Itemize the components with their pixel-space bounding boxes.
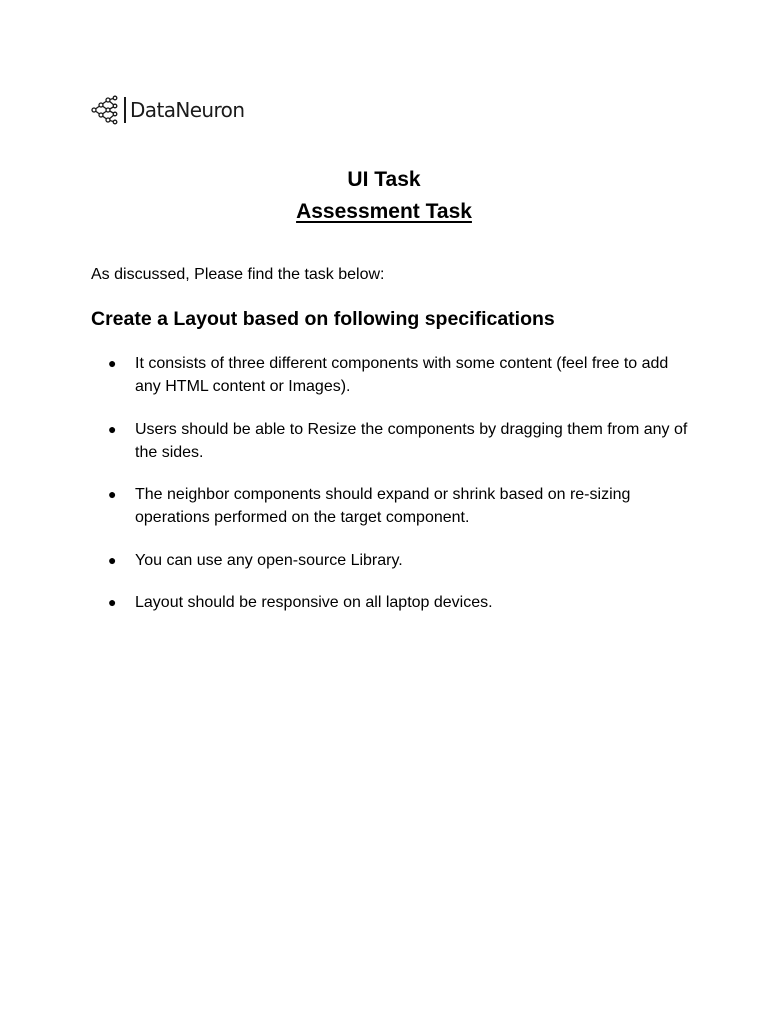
list-item: [108, 591, 688, 614]
list-item-text: Users should be able to Resize the components by dragging them from any of the sides.: [135, 420, 688, 461]
specification-list: [108, 352, 688, 634]
list-item: [108, 352, 688, 398]
title-block: [0, 165, 768, 227]
list-item: [108, 483, 688, 529]
list-item-text: You can use any open-source Library.: [135, 551, 403, 569]
bullet-icon: ●: [108, 594, 117, 610]
logo-divider: [124, 97, 126, 123]
list-item-text: The neighbor components should expand or shrink based on re-sizing operations performed on the target component.: [135, 486, 631, 526]
list-item: [108, 418, 688, 464]
intro-text: As discussed, Please find the task below:: [91, 266, 385, 283]
list-item-text: Layout should be responsive on all laptop devices.: [135, 594, 493, 611]
list-item-text: It consists of three different components with some content (feel free to add any HTML content or Images).: [135, 355, 669, 395]
bullet-icon: ●: [108, 420, 117, 437]
section-heading: Create a Layout based on following specifications: [91, 308, 555, 330]
bullet-icon: ●: [108, 486, 117, 502]
list-item: [108, 549, 688, 572]
page-title: UI Task: [347, 168, 421, 191]
bullet-icon: ●: [108, 551, 117, 568]
logo-text: DataNeuron: [130, 98, 245, 122]
page-subtitle: Assessment Task: [296, 200, 472, 223]
neural-network-icon: [91, 95, 121, 125]
bullet-icon: ●: [108, 355, 117, 371]
dataneuron-logo: [91, 95, 244, 125]
